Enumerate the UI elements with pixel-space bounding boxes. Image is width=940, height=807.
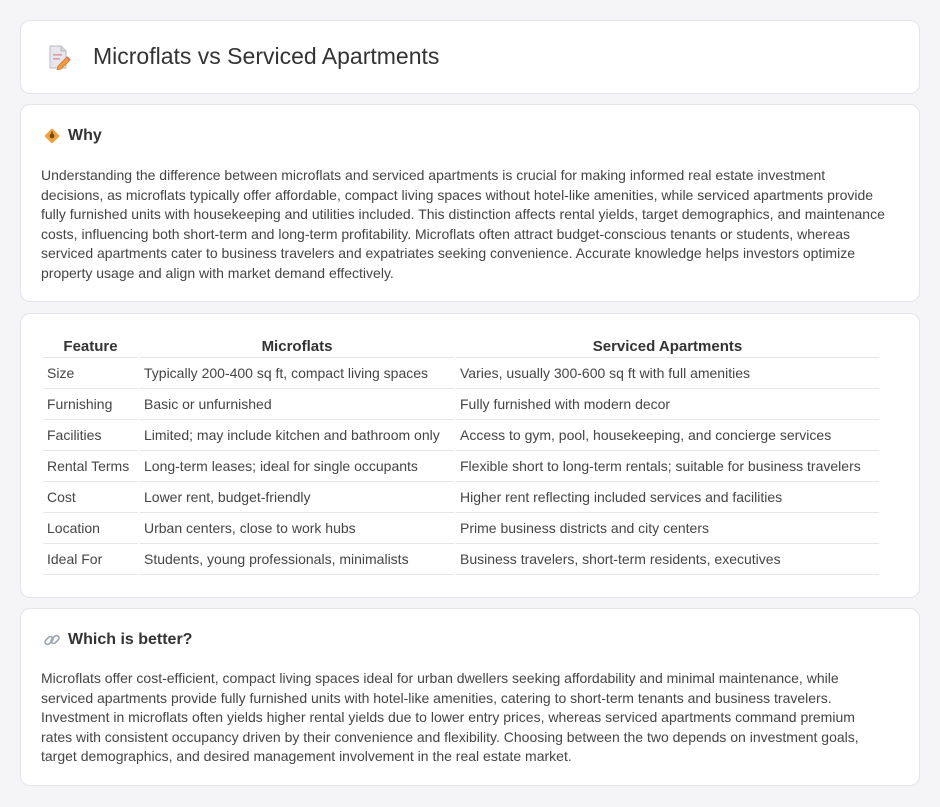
column-header-feature: Feature xyxy=(43,336,138,358)
table-row xyxy=(43,420,879,451)
row-feature: Location xyxy=(43,513,138,544)
column-header-serviced: Serviced Apartments xyxy=(456,336,879,358)
row-microflats: Students, young professionals, minimalists xyxy=(140,544,454,575)
row-serviced: Access to gym, pool, housekeeping, and concierge services xyxy=(456,420,879,451)
comparison-table xyxy=(41,336,881,575)
row-microflats: Limited; may include kitchen and bathroom only xyxy=(140,420,454,451)
which-better-section xyxy=(20,608,920,786)
row-feature: Facilities xyxy=(43,420,138,451)
which-better-heading: Which is better? xyxy=(68,631,193,648)
document-pencil-icon xyxy=(47,44,71,70)
comparison-card xyxy=(20,313,920,598)
table-row xyxy=(43,544,879,575)
why-heading: Why xyxy=(68,127,102,144)
page-title: Microflats vs Serviced Apartments xyxy=(93,43,440,69)
row-feature: Furnishing xyxy=(43,389,138,420)
link-icon xyxy=(43,631,61,649)
row-serviced: Business travelers, short-term residents, executives xyxy=(456,544,879,575)
row-feature: Cost xyxy=(43,482,138,513)
row-serviced: Higher rent reflecting included services and facilities xyxy=(456,482,879,513)
row-serviced: Flexible short to long-term rentals; suitable for business travelers xyxy=(456,451,879,482)
table-header-row xyxy=(43,336,879,358)
row-serviced: Prime business districts and city centers xyxy=(456,513,879,544)
row-serviced: Fully furnished with modern decor xyxy=(456,389,879,420)
row-microflats: Urban centers, close to work hubs xyxy=(140,513,454,544)
why-section xyxy=(20,104,920,302)
which-better-paragraph: Microflats offer cost-efficient, compact living spaces ideal for urban dwellers seeking affordability and minimal maintenance, while serviced apartments provide fully furnished units with hotel-like amenities, catering to short-term tenants and business travelers. Investment in microflats often yields higher rental yields due to lower entry prices, whereas serviced apartments command premium rates with consistent occupancy driven by their convenience and flexibility. Choosing between the two depends on investment goals, target demographics, and desired management involvement in the real estate market. xyxy=(41,670,859,764)
diamond-sign-icon xyxy=(43,127,61,145)
row-microflats: Typically 200-400 sq ft, compact living spaces xyxy=(140,358,454,389)
table-row xyxy=(43,389,879,420)
row-serviced: Varies, usually 300-600 sq ft with full amenities xyxy=(456,358,879,389)
table-row xyxy=(43,482,879,513)
row-feature: Rental Terms xyxy=(43,451,138,482)
why-paragraph: Understanding the difference between microflats and serviced apartments is crucial for making informed real estate investment decisions, as microflats typically offer affordable, compact living spaces without hotel-like amenities, while serviced apartments provide fully furnished units with housekeeping and utilities included. This distinction affects rental yields, target demographics, and maintenance costs, influencing both short-term and long-term profitability. Microflats often attract budget-conscious tenants or students, whereas serviced apartments cater to business travelers and expatriates seeking convenience. Accurate knowledge helps investors optimize property usage and align with market demand effectively. xyxy=(41,167,885,281)
table-row xyxy=(43,358,879,389)
column-header-microflats: Microflats xyxy=(140,336,454,358)
table-row xyxy=(43,451,879,482)
table-row xyxy=(43,513,879,544)
title-card xyxy=(20,20,920,94)
row-microflats: Basic or unfurnished xyxy=(140,389,454,420)
row-feature: Ideal For xyxy=(43,544,138,575)
row-microflats: Lower rent, budget-friendly xyxy=(140,482,454,513)
row-feature: Size xyxy=(43,358,138,389)
row-microflats: Long-term leases; ideal for single occupants xyxy=(140,451,454,482)
